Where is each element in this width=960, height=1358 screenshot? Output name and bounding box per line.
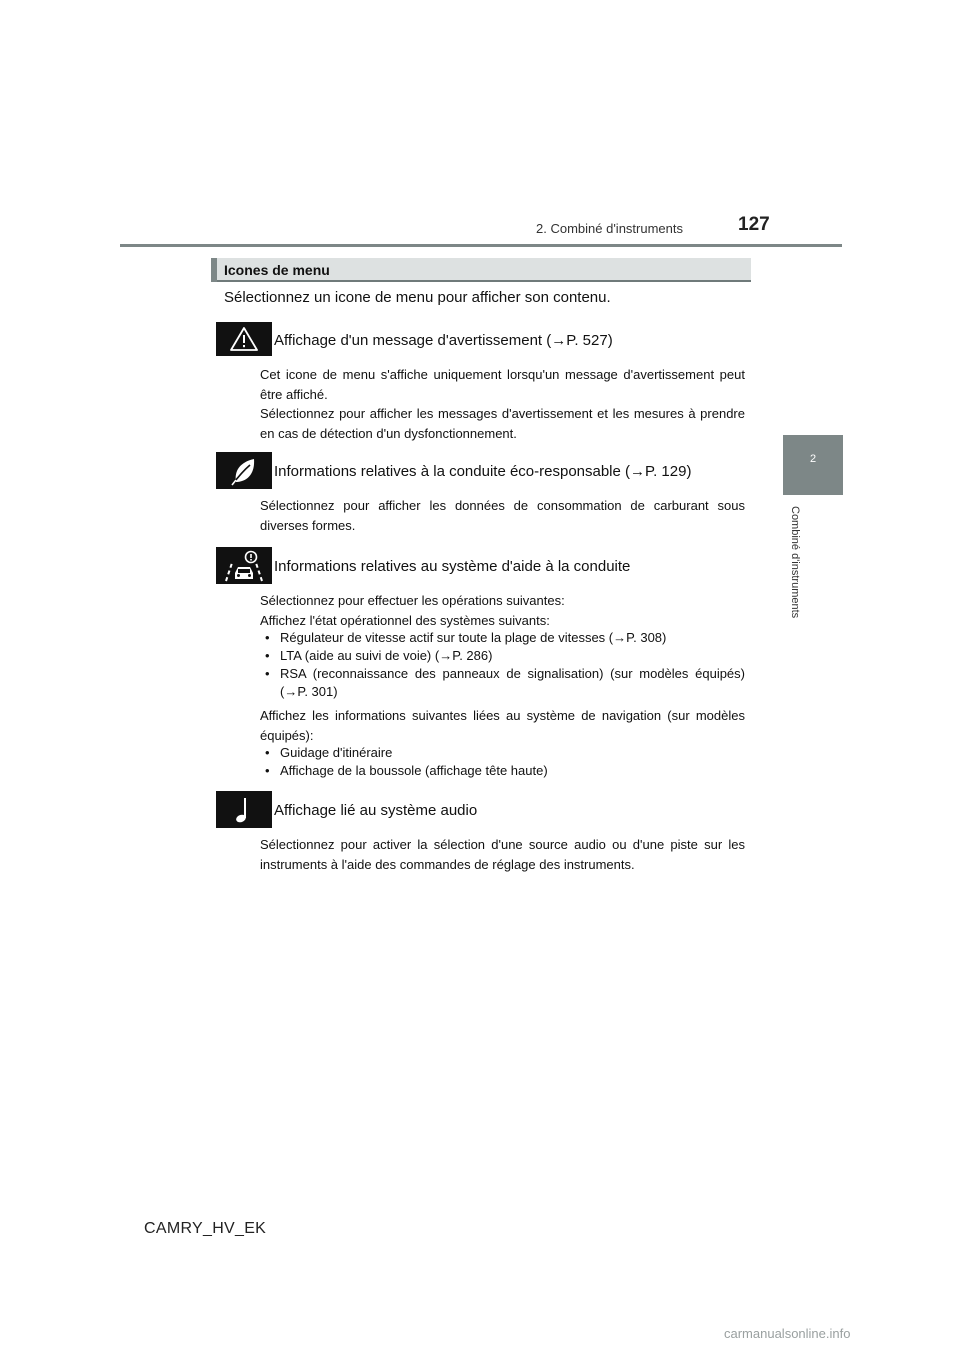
eco-leaf-icon	[216, 452, 272, 489]
item-paragraph: Affichez les informations suivantes liées au système de navigation (sur modèles équipés):	[260, 708, 745, 743]
item-title-audio: Affichage lié au système audio	[274, 802, 478, 819]
section-intro: Sélectionnez un icone de menu pour afficher son contenu.	[224, 289, 611, 306]
navigation-bullet-list	[265, 744, 745, 780]
item-title-warning: Affichage d'un message d'avertissement (→P. 527)	[274, 332, 613, 349]
list-item: • RSA (reconnaissance des panneaux de signalisation) (sur modèles équipés) (→P. 301)	[265, 665, 745, 701]
chapter-heading: 2. Combiné d'instruments	[536, 221, 683, 236]
chapter-side-tab	[783, 435, 843, 495]
list-item: • Guidage d'itinéraire	[265, 744, 745, 762]
driving-assist-icon	[216, 547, 272, 584]
list-item: • Régulateur de vitesse actif sur toute la plage de vitesses (→P. 308)	[265, 629, 745, 647]
systems-bullet-list	[265, 629, 745, 701]
list-item: • LTA (aide au suivi de voie) (→P. 286)	[265, 647, 745, 665]
item-paragraph: Sélectionnez pour afficher les messages d'avertissement et les mesures à prendre en cas de détection d'un dysfonctionnement.	[260, 406, 745, 441]
item-title-driving-assist: Informations relatives au système d'aide à la conduite	[274, 558, 631, 575]
list-item: • Affichage de la boussole (affichage tête haute)	[265, 762, 745, 780]
item-paragraph: Sélectionnez pour activer la sélection d'une source audio ou d'une piste sur les instruments à l'aide des commandes de réglage des instruments.	[260, 837, 745, 872]
side-tab-number: 2	[809, 453, 817, 465]
side-tab-label: Combiné d'instruments	[789, 506, 801, 619]
item-paragraph: Affichez l'état opérationnel des systèmes suivants:	[260, 613, 550, 628]
item-title-eco: Informations relatives à la conduite éco-responsable (→P. 129)	[274, 463, 692, 480]
item-paragraph: Cet icone de menu s'affiche uniquement lorsqu'un message d'avertissement peut être affiché.	[260, 367, 745, 402]
section-title: Icones de menu	[224, 262, 330, 278]
model-code: CAMRY_HV_EK	[144, 1220, 267, 1237]
page-number: 127	[738, 214, 770, 235]
item-paragraph: Sélectionnez pour afficher les données de consommation de carburant sous diverses formes.	[260, 498, 745, 533]
warning-triangle-icon	[216, 322, 272, 356]
header-rule	[120, 244, 842, 247]
music-note-icon	[216, 791, 272, 828]
item-paragraph: Sélectionnez pour effectuer les opérations suivantes:	[260, 593, 565, 608]
section-heading-accent	[211, 258, 217, 282]
watermark: carmanualsonline.info	[724, 1326, 851, 1341]
